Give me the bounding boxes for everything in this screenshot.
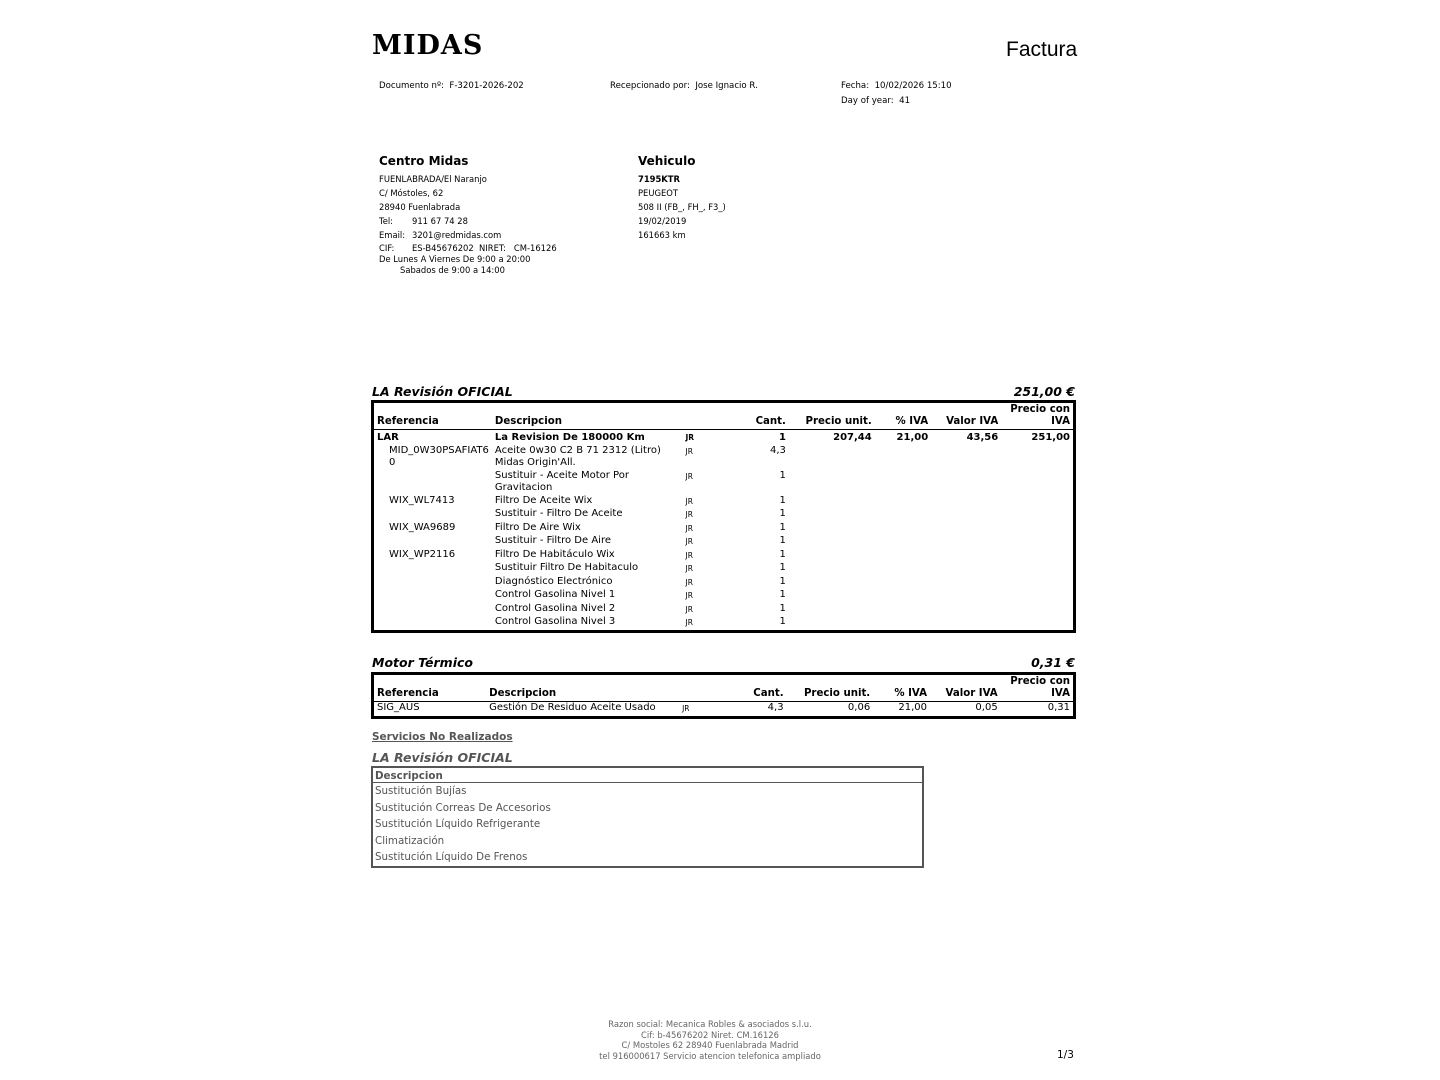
- group-motor-title: Motor Térmico: [372, 655, 473, 670]
- col-iva-pct: % IVA: [894, 688, 927, 699]
- row-ref: [373, 616, 492, 631]
- row-cant: 1: [779, 535, 786, 546]
- row-ref: [373, 589, 492, 603]
- row-initials: JR: [685, 523, 693, 533]
- row-desc: Gestión De Residuo Aceite Usado: [489, 702, 656, 713]
- no-realizado-desc: Sustitución Bujías: [375, 785, 467, 797]
- table-row: [373, 576, 1075, 590]
- centro-line-1: FUENLABRADA/El Naranjo: [379, 174, 487, 184]
- row-iva-pct: 21,00: [896, 432, 929, 443]
- row-cant: 1: [779, 548, 786, 560]
- row-desc: Sustituir - Filtro De Aire: [494, 535, 611, 546]
- motor-items-table: [371, 672, 1076, 719]
- row-total: [1001, 445, 1074, 470]
- row-precio: [789, 576, 875, 590]
- row-iva-pct: [875, 535, 931, 549]
- row-total: [1001, 603, 1074, 617]
- row-iva-val: [931, 535, 1001, 549]
- table-row: [373, 589, 1075, 603]
- col-iva-pct: % IVA: [895, 416, 929, 427]
- row-initials: JR: [685, 564, 693, 573]
- row-initials: JR: [685, 537, 693, 546]
- row-total: [1001, 589, 1074, 603]
- row-ref: WIX_WP2116: [389, 548, 456, 560]
- vehicle-model: 508 II (FB_, FH_, F3_): [638, 202, 726, 212]
- row-precio: [789, 522, 875, 536]
- row-total: [1001, 562, 1074, 576]
- table-row: [373, 535, 1075, 549]
- row-ref: [373, 470, 492, 495]
- fecha-label: Fecha:: [841, 81, 870, 91]
- no-realizado-desc: Sustitución Líquido Refrigerante: [375, 818, 541, 831]
- row-cant: 4,3: [770, 444, 786, 456]
- recepcionado-label: Recepcionado por:: [610, 81, 690, 91]
- row-total: 0,31: [1047, 702, 1070, 713]
- list-item: [372, 849, 923, 867]
- row-iva-pct: [875, 589, 931, 603]
- row-cant: 1: [778, 432, 786, 443]
- row-desc: Filtro De Aceite Wix: [494, 494, 593, 506]
- table-row: [373, 522, 1075, 536]
- row-initials: JR: [685, 471, 693, 481]
- row-desc: Sustituir Filtro De Habitaculo: [494, 562, 639, 573]
- table-row: [373, 702, 1075, 718]
- vehicle-title: Vehiculo: [638, 154, 696, 168]
- row-precio: 207,44: [833, 432, 872, 443]
- row-initials: JR: [685, 591, 693, 600]
- row-desc: Aceite 0w30 C2 B 71 2312 (Litro) Midas Origin'All.: [494, 444, 661, 468]
- table-row: [373, 603, 1075, 617]
- group-revision-title: LA Revisión OFICIAL: [372, 384, 513, 399]
- list-item: [372, 783, 923, 800]
- row-initials: JR: [685, 618, 693, 627]
- page-number: 1/3: [1057, 1049, 1074, 1061]
- row-desc: Diagnóstico Electrónico: [494, 575, 613, 587]
- no-realizados-col-desc: Descripcion: [372, 767, 923, 783]
- row-desc: Control Gasolina Nivel 3: [494, 616, 616, 627]
- row-precio: [789, 495, 875, 509]
- row-precio: [789, 508, 875, 522]
- group-motor-total: 0,31 €: [1031, 655, 1075, 670]
- row-initials: JR: [685, 433, 695, 442]
- row-total: [1001, 508, 1074, 522]
- row-initials: JR: [685, 446, 693, 456]
- row-initials: JR: [682, 704, 690, 713]
- day-of-year: [841, 95, 910, 108]
- col-referencia: Referencia: [377, 416, 439, 427]
- row-cant: 1: [779, 575, 786, 587]
- row-precio: [789, 616, 875, 631]
- group-revision-header: [372, 384, 1075, 399]
- row-desc: Control Gasolina Nivel 2: [494, 602, 616, 614]
- col-precio-unit: Precio unit.: [805, 416, 872, 427]
- day-label: Day of year:: [841, 96, 894, 106]
- row-iva-pct: [875, 549, 931, 563]
- row-cant: 1: [779, 508, 786, 519]
- footer-line-3: C/ Mostoles 62 28940 Fuenlabrada Madrid: [621, 1040, 799, 1050]
- row-total: [1001, 535, 1074, 549]
- row-precio: [789, 603, 875, 617]
- row-initials: JR: [685, 604, 693, 614]
- row-iva-pct: [875, 522, 931, 536]
- list-item: [372, 833, 923, 850]
- table-row: [373, 549, 1075, 563]
- row-precio: [789, 535, 875, 549]
- row-ref: WIX_WL7413: [389, 494, 455, 506]
- col-descripcion: Descripcion: [494, 416, 562, 427]
- recepcionado-value: Jose Ignacio R.: [695, 81, 758, 91]
- row-initials: JR: [685, 577, 693, 587]
- list-item: [372, 816, 923, 833]
- row-precio: 0,06: [847, 702, 871, 713]
- vehicle-km: 161663 km: [638, 230, 686, 240]
- row-desc: Filtro De Aire Wix: [494, 521, 581, 533]
- centro-block: [379, 154, 557, 276]
- row-iva-val: [931, 522, 1001, 536]
- centro-line-3: 28940 Fuenlabrada: [379, 202, 461, 212]
- no-realizado-desc: Sustitución Líquido De Frenos: [375, 851, 528, 864]
- invoice-date: [841, 80, 952, 93]
- row-iva-val: [931, 470, 1001, 495]
- document-title: Factura: [1006, 38, 1078, 61]
- row-desc: Sustituir - Aceite Motor Por Gravitacion: [494, 469, 629, 493]
- col-descripcion: Descripcion: [489, 688, 557, 699]
- servicios-no-realizados-link[interactable]: Servicios No Realizados: [372, 731, 513, 743]
- row-iva-pct: [875, 603, 931, 617]
- table-row: [373, 562, 1075, 576]
- row-cant: 4,3: [767, 702, 784, 713]
- centro-title: Centro Midas: [379, 154, 469, 168]
- row-desc: Sustituir - Filtro De Aceite: [494, 508, 623, 519]
- row-precio: [789, 562, 875, 576]
- row-desc: Filtro De Habitáculo Wix: [494, 548, 615, 560]
- vehicle-plate: 7195KTR: [638, 174, 680, 184]
- row-iva-val: [931, 549, 1001, 563]
- table-row: [373, 495, 1075, 509]
- row-ref: [373, 576, 492, 590]
- row-iva-val: [931, 589, 1001, 603]
- row-iva-pct: [875, 470, 931, 495]
- row-cant: 1: [779, 589, 786, 600]
- table-header: [373, 402, 1075, 430]
- no-realizados-table: [371, 766, 924, 868]
- col-iva-valor: Valor IVA: [945, 688, 998, 699]
- col-referencia: Referencia: [377, 688, 439, 699]
- row-initials: JR: [685, 510, 693, 519]
- row-total: [1001, 522, 1074, 536]
- received-by: [610, 80, 758, 93]
- centro-cif: CIF: ES-B45676202 NIRET: CM-16126: [379, 243, 557, 253]
- vehicle-make: PEUGEOT: [638, 188, 678, 198]
- row-ref: [373, 603, 492, 617]
- row-iva-val: [931, 616, 1001, 631]
- row-cant: 1: [779, 494, 786, 506]
- row-iva-pct: [875, 576, 931, 590]
- row-cant: 1: [779, 521, 786, 533]
- row-iva-pct: [875, 495, 931, 509]
- row-initials: JR: [685, 550, 693, 560]
- row-total: 251,00: [1031, 432, 1070, 443]
- centro-hours-2: Sabados de 9:00 a 14:00: [400, 265, 505, 275]
- row-cant: 1: [779, 602, 786, 614]
- col-precio-unit: Precio unit.: [803, 688, 871, 699]
- row-iva-pct: [875, 562, 931, 576]
- centro-tel: Tel: 911 67 74 28: [379, 216, 468, 226]
- row-total: [1001, 616, 1074, 631]
- row-total: [1001, 549, 1074, 563]
- row-ref: WIX_WA9689: [389, 521, 456, 533]
- row-precio: [789, 445, 875, 470]
- revision-items-table: [371, 400, 1076, 633]
- row-iva-val: [931, 562, 1001, 576]
- row-iva-val: [931, 576, 1001, 590]
- row-iva-val: 43,56: [966, 432, 999, 443]
- row-ref: LAR: [377, 432, 399, 443]
- row-initials: JR: [685, 496, 693, 506]
- table-row: [373, 616, 1075, 631]
- documento-label: Documento nº:: [379, 81, 444, 91]
- table-row: [373, 445, 1075, 470]
- row-iva-val: [931, 603, 1001, 617]
- row-desc: La Revision De 180000 Km: [494, 432, 645, 443]
- midas-logo: MIDAS: [372, 30, 484, 61]
- row-precio: [789, 470, 875, 495]
- row-ref: [373, 562, 492, 576]
- footer: [560, 1019, 860, 1061]
- col-cant: Cant.: [753, 688, 784, 699]
- no-realizado-desc: Sustitución Correas De Accesorios: [375, 801, 551, 814]
- no-realizado-desc: Climatización: [375, 834, 445, 847]
- row-precio: [789, 549, 875, 563]
- fecha-value: 10/02/2026 15:10: [874, 81, 952, 91]
- vehicle-date: 19/02/2019: [638, 216, 687, 226]
- table-row: [373, 430, 1075, 445]
- no-realizados-title: LA Revisión OFICIAL: [372, 750, 513, 765]
- row-iva-val: [931, 508, 1001, 522]
- centro-email: Email: 3201@redmidas.com: [379, 230, 502, 240]
- row-iva-pct: [875, 616, 931, 631]
- documento-value: F-3201-2026-202: [449, 81, 524, 91]
- row-ref: SIG_AUS: [377, 702, 420, 713]
- row-iva-pct: [875, 508, 931, 522]
- col-precio-iva: Precio con IVA: [1010, 404, 1070, 427]
- col-cant: Cant.: [755, 416, 786, 427]
- table-header: [373, 674, 1075, 702]
- footer-line-1: Razon social: Mecanica Robles & asociados s.l.u.: [608, 1019, 812, 1029]
- group-motor-header: [372, 655, 1075, 670]
- row-iva-val: 0,05: [975, 702, 998, 713]
- row-precio: [789, 589, 875, 603]
- table-row: [373, 470, 1075, 495]
- vehicle-block: [638, 154, 726, 242]
- list-item: [372, 800, 923, 817]
- row-ref: MID_0W30PSAFIAT6 0: [389, 444, 489, 468]
- col-iva-valor: Valor IVA: [946, 416, 999, 427]
- document-number: [379, 80, 524, 93]
- footer-line-4: tel 916000617 Servicio atencion telefonica ampliado: [599, 1050, 821, 1061]
- row-iva-pct: 21,00: [898, 702, 927, 713]
- centro-line-2: C/ Móstoles, 62: [379, 188, 444, 198]
- footer-line-2: Cif: b-45676202 Niret. CM.16126: [641, 1029, 779, 1040]
- row-cant: 1: [779, 616, 786, 627]
- row-iva-pct: [875, 445, 931, 470]
- row-ref: [373, 508, 492, 522]
- group-revision-total: 251,00 €: [1013, 384, 1075, 399]
- col-precio-iva: Precio con IVA: [1010, 676, 1070, 699]
- row-total: [1001, 470, 1074, 495]
- row-total: [1001, 576, 1074, 590]
- row-iva-val: [931, 445, 1001, 470]
- row-iva-val: [931, 495, 1001, 509]
- row-cant: 1: [779, 469, 786, 481]
- row-desc: Control Gasolina Nivel 1: [494, 589, 616, 600]
- table-row: [373, 508, 1075, 522]
- row-ref: [373, 535, 492, 549]
- day-value: 41: [899, 96, 911, 106]
- row-total: [1001, 495, 1074, 509]
- centro-hours-1: De Lunes A Viernes De 9:00 a 20:00: [379, 254, 531, 264]
- row-cant: 1: [779, 562, 786, 573]
